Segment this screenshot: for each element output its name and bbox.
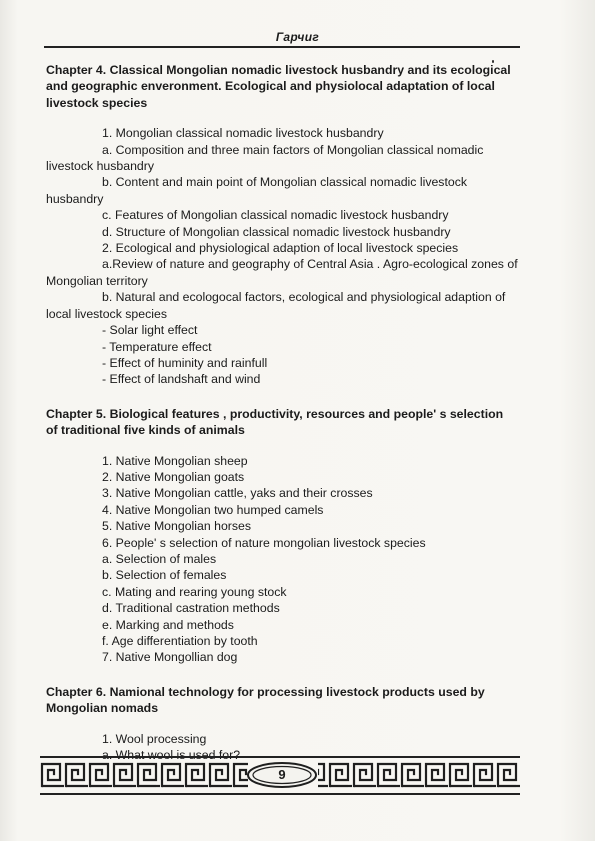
toc-entry: b. Natural and ecologocal factors, ecological and physiological adaption of local livestock species — [46, 290, 506, 321]
chapter-heading — [46, 406, 518, 439]
toc-entry: 3. Native Mongolian cattle, yaks and their crosses — [102, 486, 373, 501]
toc-subentry: e. Marking and methods — [102, 617, 234, 632]
toc-subentry: - Temperature effect — [102, 339, 212, 354]
footer-ornament — [40, 760, 520, 790]
scan-speck — [492, 60, 494, 63]
table-of-contents — [46, 62, 518, 781]
toc-subentry: - Solar light effect — [102, 323, 198, 338]
chapter-4 — [46, 62, 518, 388]
toc-entry: 2. Native Mongolian goats — [102, 469, 245, 484]
chapter-5 — [46, 406, 518, 666]
toc-subentry: d. Traditional castration methods — [102, 601, 280, 616]
chapter-heading — [46, 62, 518, 111]
header-rule — [44, 46, 520, 48]
chapter-number: Chapter 5. — [46, 406, 107, 421]
toc-entry: d. Structure of Mongolian classical nomadic livestock husbandry — [102, 224, 451, 239]
chapter-heading — [46, 684, 518, 717]
toc-subentry: a. Selection of males — [102, 551, 217, 566]
page-number: 9 — [278, 767, 286, 782]
chapter-6 — [46, 684, 518, 764]
footer-rule-bottom — [40, 793, 520, 795]
toc-subentry: c. Mating and rearing young stock — [102, 584, 287, 599]
toc-entry: 2. Ecological and physiological adaption of local livestock species — [102, 241, 459, 256]
chapter-title: Namional technology for processing livestock products used by Mongolian nomads — [46, 684, 485, 716]
toc-entry: c. Features of Mongolian classical nomadic livestock husbandry — [102, 208, 449, 223]
toc-entry: a. Composition and three main factors of Mongolian classical nomadic livestock husbandry — [46, 142, 484, 174]
footer-rule-top — [40, 756, 520, 758]
running-header: Гарчиг — [275, 30, 320, 44]
toc-subentry: - Effect of huminity and rainfull — [102, 355, 268, 370]
toc-entry: 1. Mongolian classical nomadic livestock husbandry — [102, 126, 384, 141]
chapter-number: Chapter 4. — [46, 63, 107, 77]
chapter-5-entries — [46, 453, 518, 666]
chapter-title: Classical Mongolian nomadic livestock husbandry and its ecological and geographic enveronment. Ecological and physiolocal adaptation of local livestock species — [46, 63, 511, 110]
chapter-number: Chapter 6. — [46, 684, 107, 699]
toc-entry: 1. Wool processing — [102, 731, 207, 746]
toc-subentry: - Effect of landshaft and wind — [102, 372, 261, 387]
toc-entry: 6. People' s selection of nature mongolian livestock species — [102, 535, 426, 550]
toc-entry: 1. Native Mongolian sheep — [102, 453, 248, 468]
toc-entry: a.Review of nature and geography of Central Asia . Agro-ecological zones of Mongolian territory — [46, 257, 518, 288]
toc-subentry: b. Selection of females — [102, 568, 227, 583]
toc-entry: 5. Native Mongolian horses — [102, 519, 252, 534]
toc-entry: 7. Native Mongollian dog — [102, 650, 238, 665]
toc-entry: 4. Native Mongolian two humped camels — [102, 502, 324, 517]
chapter-title: Biological features , productivity, resources and people' s selection of traditional five kinds of animals — [46, 406, 504, 438]
toc-entry: b. Content and main point of Mongolian classical nomadic livestock husbandry — [46, 175, 468, 206]
toc-subentry: f. Age differentiation by tooth — [102, 634, 258, 648]
